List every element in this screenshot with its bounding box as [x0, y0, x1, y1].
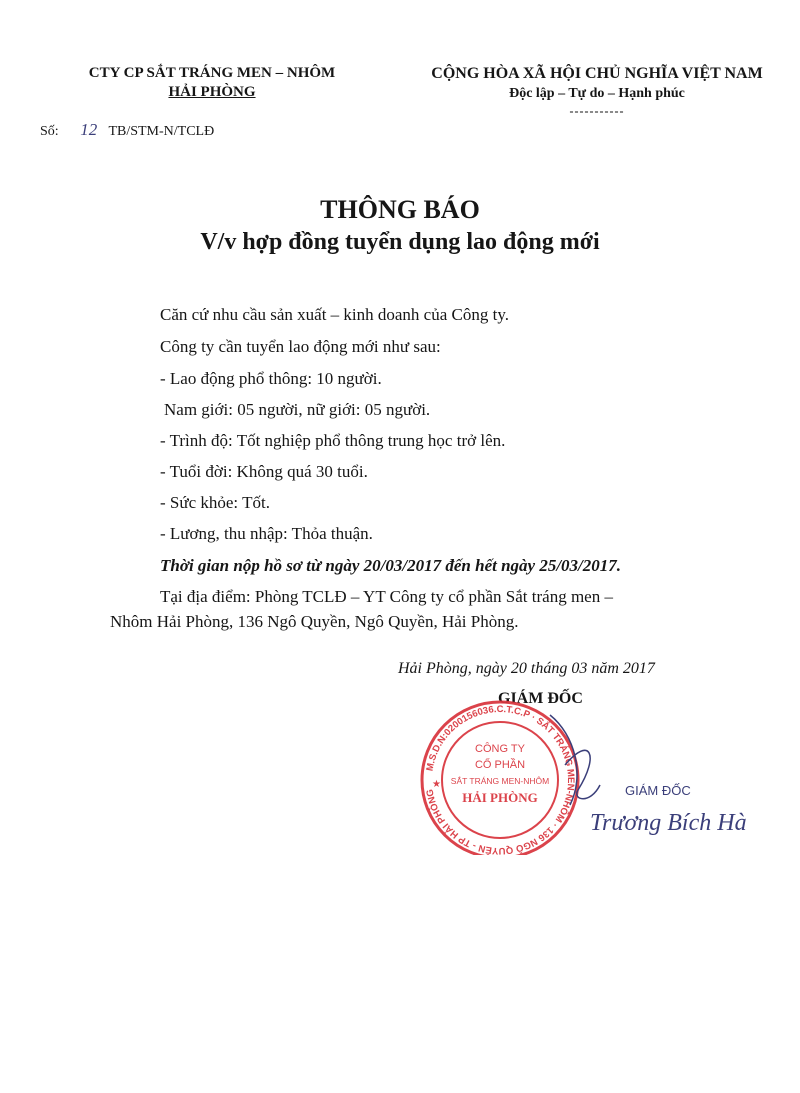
motto: Độc lập – Tự do – Hạnh phúc: [509, 86, 685, 101]
company-seal: [400, 695, 760, 855]
doc-number-label: Số:: [40, 124, 59, 139]
seal-star-icon: ★: [432, 779, 441, 790]
body-line: - Lao động phổ thông: 10 người.: [160, 369, 382, 388]
body-line: - Lương, thu nhập: Thỏa thuận.: [160, 524, 373, 543]
location-line-1: Tại địa điểm: Phòng TCLĐ – YT Công ty cổ phần Sắt tráng men –: [160, 587, 613, 606]
company-name: CTY CP SẮT TRÁNG MEN – NHÔM: [88, 65, 336, 81]
signer-position: GIÁM ĐỐC: [498, 690, 583, 707]
seal-line-3: SẮT TRÁNG MEN-NHÔM: [450, 776, 550, 786]
body-line: Nam giới: 05 người, nữ giới: 05 người.: [164, 400, 431, 419]
body-line: Căn cứ nhu cầu sản xuất – kinh doanh của Công ty.: [160, 305, 509, 324]
body-line: - Trình độ: Tốt nghiệp phổ thông trung học trở lên.: [160, 431, 506, 450]
page-title: THÔNG BÁO: [320, 195, 480, 224]
deadline-line: Thời gian nộp hồ sơ từ ngày 20/03/2017 đến hết ngày 25/03/2017.: [160, 556, 622, 575]
signature-date: Hải Phòng, ngày 20 tháng 03 năm 2017: [398, 660, 655, 677]
body-line: - Sức khỏe: Tốt.: [160, 493, 270, 512]
seal-line-1: CÔNG TY: [475, 743, 525, 755]
location-line-2: Nhôm Hải Phòng, 136 Ngô Quyền, Ngô Quyền, Hải Phòng.: [110, 612, 519, 631]
company-city: [62, 84, 362, 101]
body-line: - Tuổi đời: Không quá 30 tuổi.: [160, 462, 368, 481]
doc-number-suffix: TB/STM-N/TCLĐ: [108, 124, 215, 139]
document-number: [40, 120, 214, 140]
country-name: CỘNG HÒA XÃ HỘI CHỦ NGHĨA VIỆT NAM: [431, 65, 763, 82]
doc-number-value: 12: [80, 120, 98, 139]
signer-name: Trương Bích Hà: [590, 810, 747, 836]
seal-line-2: CỔ PHẦN: [474, 759, 526, 771]
page-subtitle: V/v hợp đồng tuyển dụng lao động mới: [200, 229, 600, 255]
header-divider: -----------: [569, 104, 625, 118]
seal-ring-text: M.S.D.N:0200156036.C.T.C.P · SẮT TRÁNG MEN-NHÔM · 136 NGÔ QUYỀN - TP HẢI PHÒNG: [424, 703, 577, 855]
company-city-text: HẢI PHÒNG: [168, 84, 256, 100]
seal-line-4: HẢI PHÒNG: [462, 790, 538, 805]
body-line: Công ty cần tuyển lao động mới như sau:: [160, 337, 441, 356]
signer-title: GIÁM ĐỐC: [625, 783, 691, 798]
